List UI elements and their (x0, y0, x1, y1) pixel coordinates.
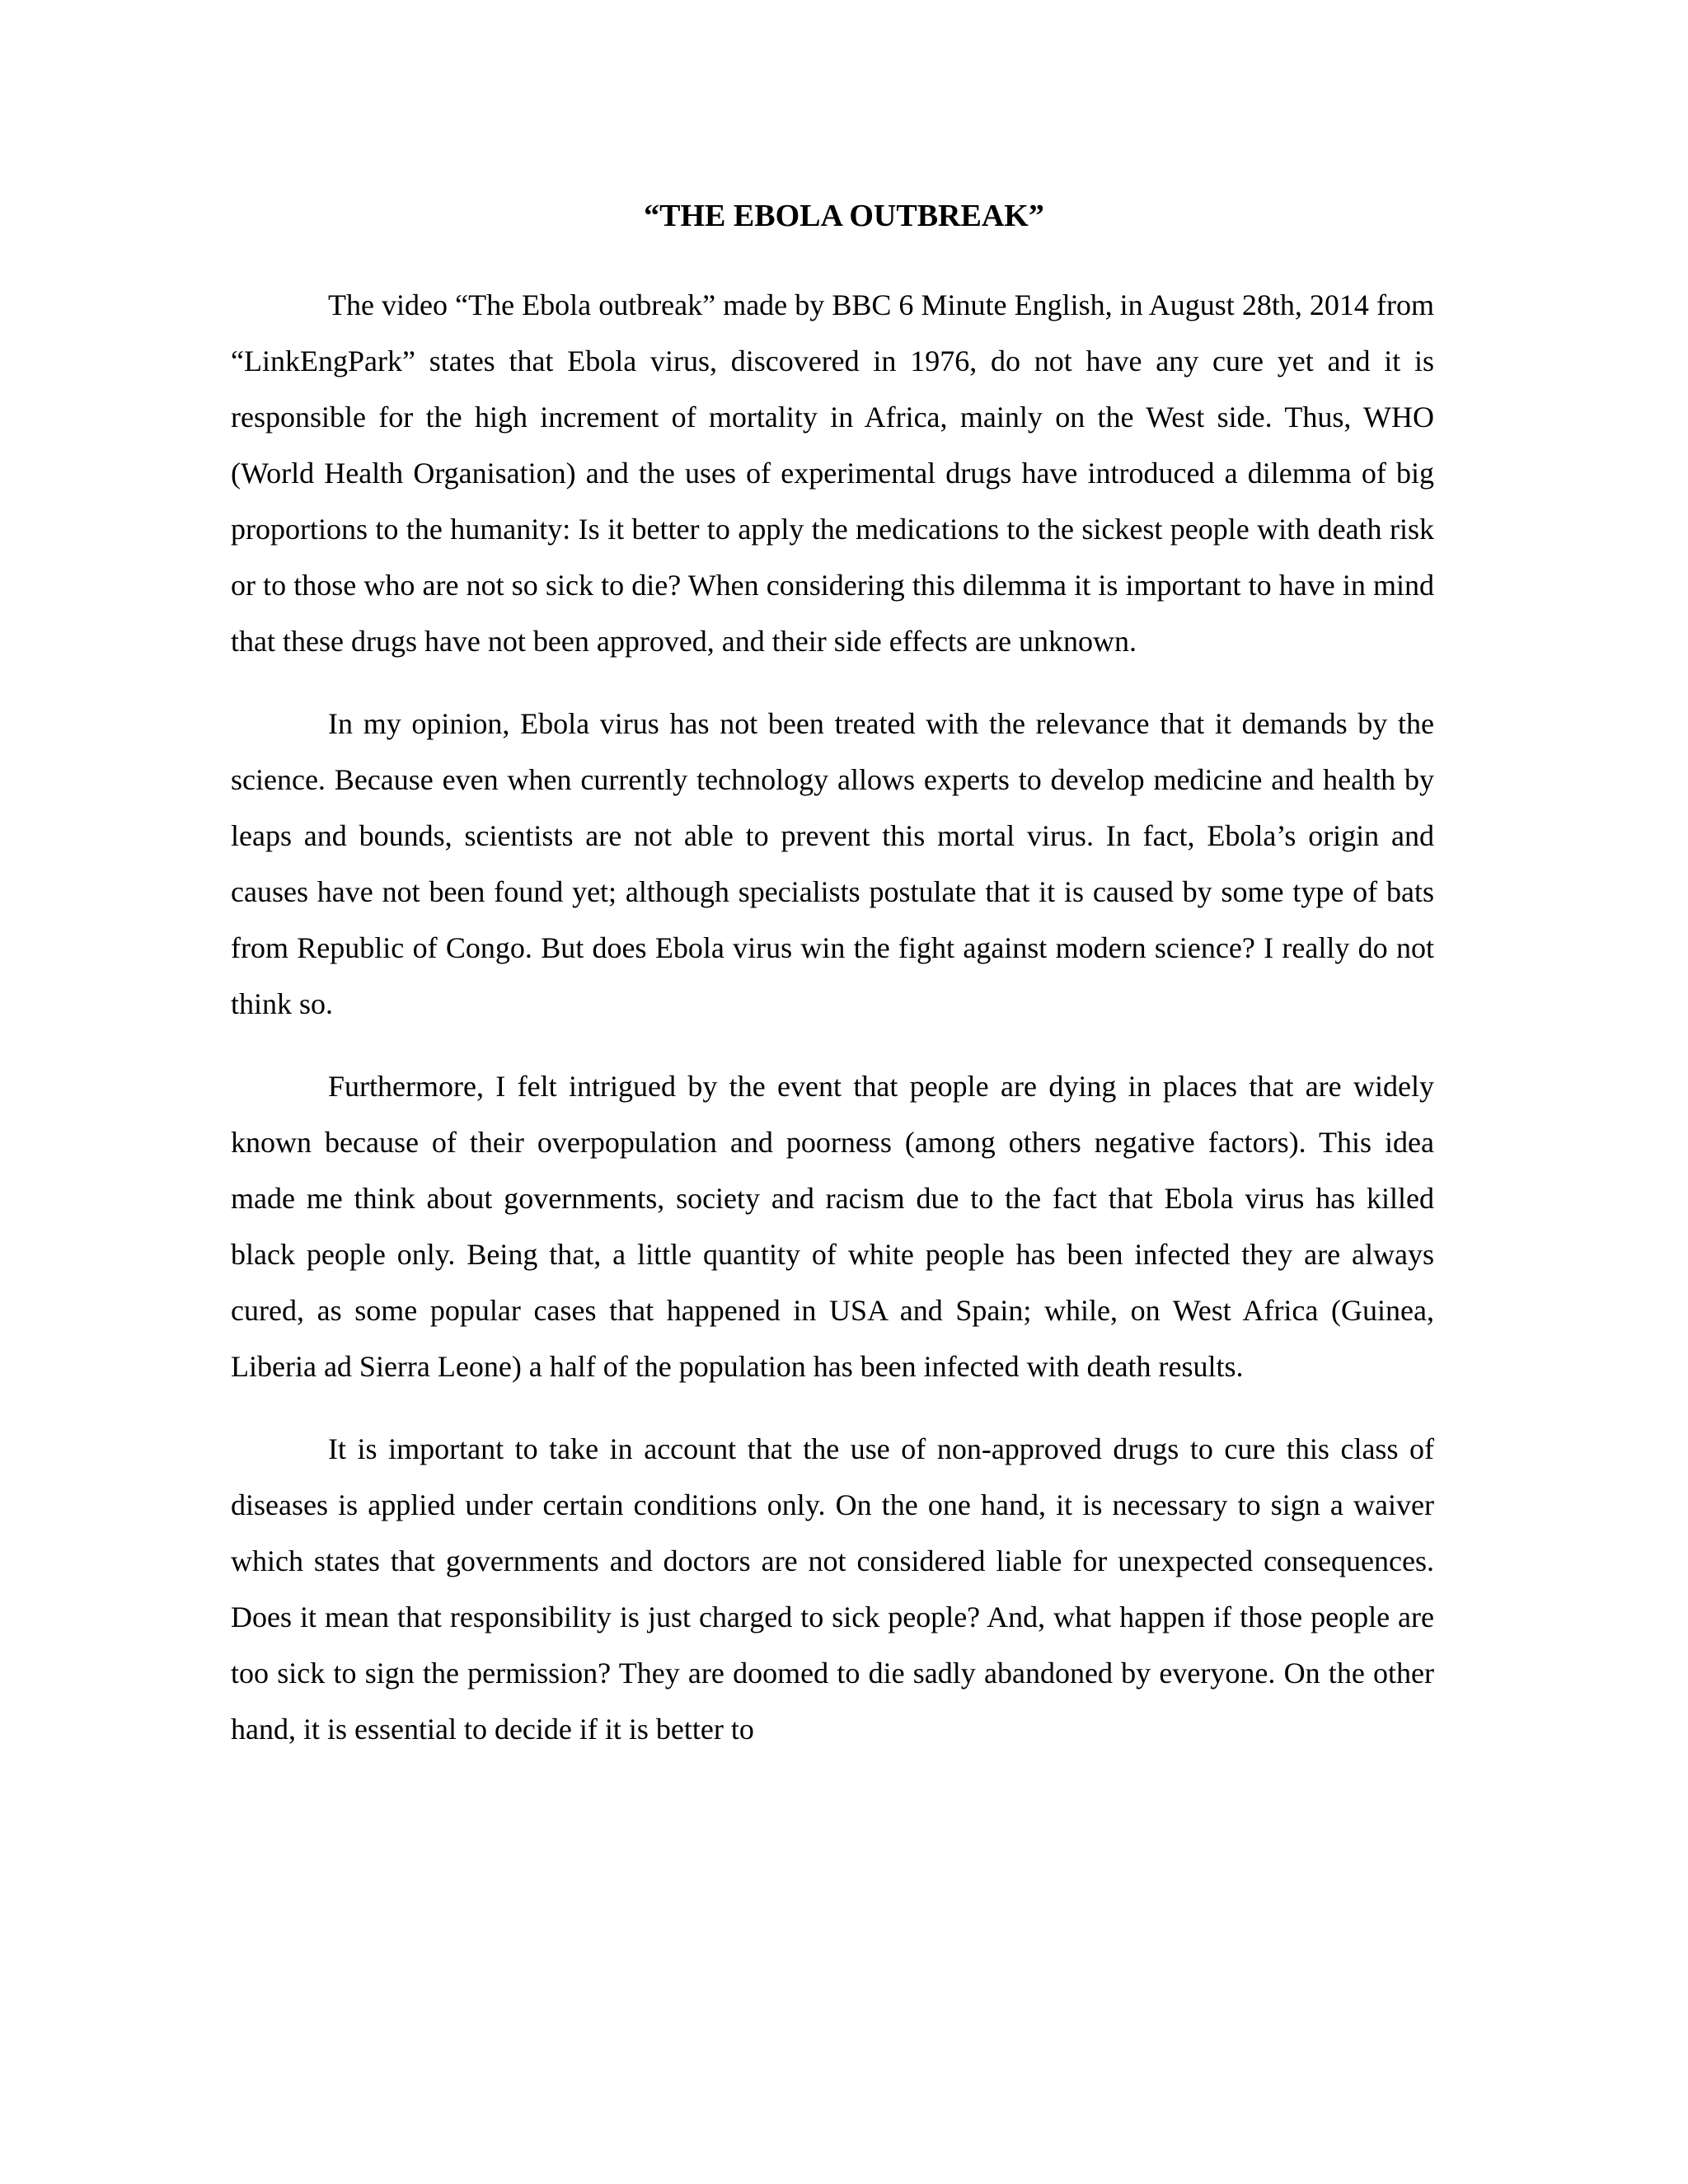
paragraph-4: It is important to take in account that the use of non-approved drugs to cure this class of diseases is applied under certain conditions only. On the one hand, it is necessary to sign a waiver which states that governments and doctors are not considered liable for unexpected consequences. Does it mean that responsibility is just charged to sick people? And, what happen if those people are too sick to sign the permission? They are doomed to die sadly abandoned by everyone. On the other hand, it is essential to decide if it is better to (231, 1432, 1434, 1746)
paragraph-1: The video “The Ebola outbreak” made by BBC 6 Minute English, in August 28th, 2014 from “LinkEngPark” states that Ebola virus, discovered in 1976, do not have any cure yet and it is responsible for the high increment of mortality in Africa, mainly on the West side. Thus, WHO (World Health Organisation) and the uses of experimental drugs have introduced a dilemma of big proportions to the humanity: Is it better to apply the medications to the sickest people with death risk or to those who are not so sick to die? When considering this dilemma it is important to have in mind that these drugs have not been approved, and their side effects are unknown. (231, 288, 1434, 658)
paragraph-3: Furthermore, I felt intrigued by the event that people are dying in places that are widely known because of their overpopulation and poorness (among others negative factors). This idea made me think about governments, society and racism due to the fact that Ebola virus has killed black people only. Being that, a little quantity of white people has been infected they are always cured, as some popular cases that happened in USA and Spain; while, on West Africa (Guinea, Liberia ad Sierra Leone) a half of the population has been infected with death results. (231, 1070, 1434, 1383)
document-body (231, 277, 1434, 1757)
document-title: “THE EBOLA OUTBREAK” (644, 199, 1044, 233)
paragraph-2: In my opinion, Ebola virus has not been treated with the relevance that it demands by the science. Because even when currently technology allows experts to develop medicine and health by leaps and bounds, scientists are not able to prevent this mortal virus. In fact, Ebola’s origin and causes have not been found yet; although specialists postulate that it is caused by some type of bats from Republic of Congo. But does Ebola virus win the fight against modern science? I really do not think so. (231, 707, 1434, 1020)
